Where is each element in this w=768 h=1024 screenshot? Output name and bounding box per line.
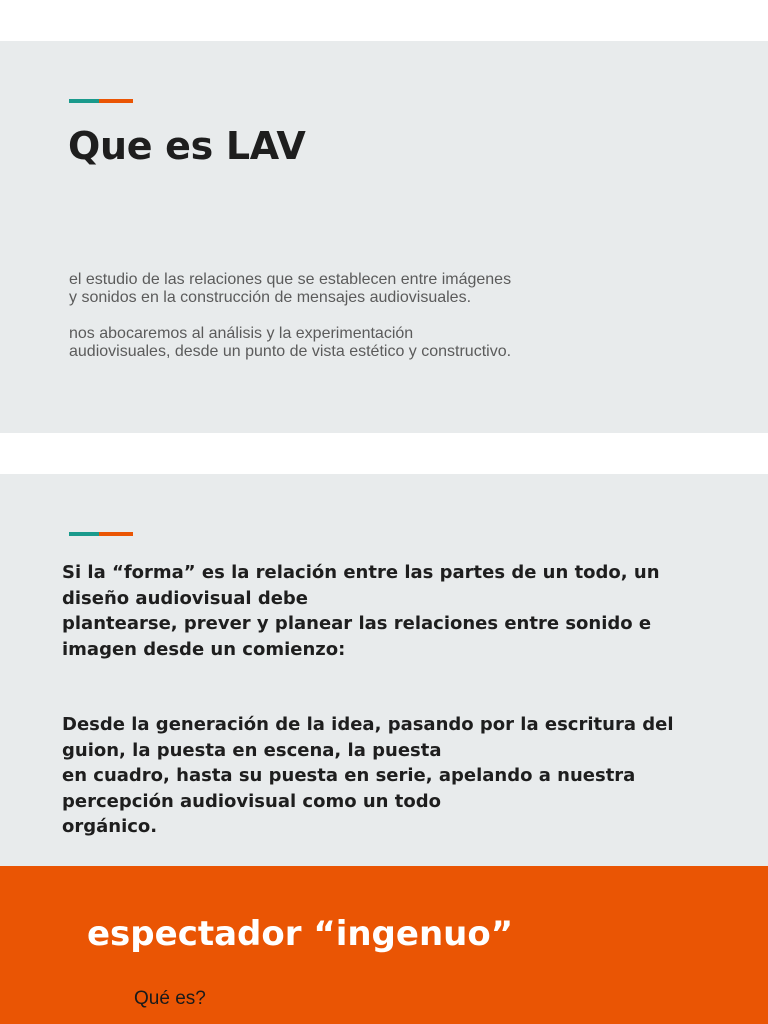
accent-bar-teal [69,532,99,536]
accent-bar-orange [99,99,133,103]
accent-bar-teal [69,99,99,103]
slide-body [69,271,589,361]
slide-forma [0,474,768,866]
slide-espectador [0,866,768,1024]
slide-title: Que es LAV [68,124,306,168]
slide-subtitle: Qué es? [134,988,206,1009]
slide-que-es-lav [0,41,768,433]
paragraph-approach: nos abocaremos al análisis y la experimentación audiovisuales, desde un punto de vista estético y constructivo. [69,325,512,360]
slide-body [62,560,742,840]
accent-bar [69,532,133,536]
accent-bar-orange [99,532,133,536]
paragraph-generacion: Desde la generación de la idea, pasando por la escritura del guion, la puesta en escena, la puesta en cuadro, hasta su puesta en serie, apelando a nuestra percepción audiovisual como un todo orgánico. [62,714,674,837]
accent-bar [69,99,133,103]
paragraph-forma: Si la “forma” es la relación entre las partes de un todo, un diseño audiovisual debe plantearse, prever y planear las relaciones entre sonido e imagen desde un comienzo: [62,562,660,660]
paragraph-definition: el estudio de las relaciones que se establecen entre imágenes y sonidos en la construcción de mensajes audiovisuales. [69,271,512,306]
slide-title: espectador “ingenuo” [87,914,514,954]
